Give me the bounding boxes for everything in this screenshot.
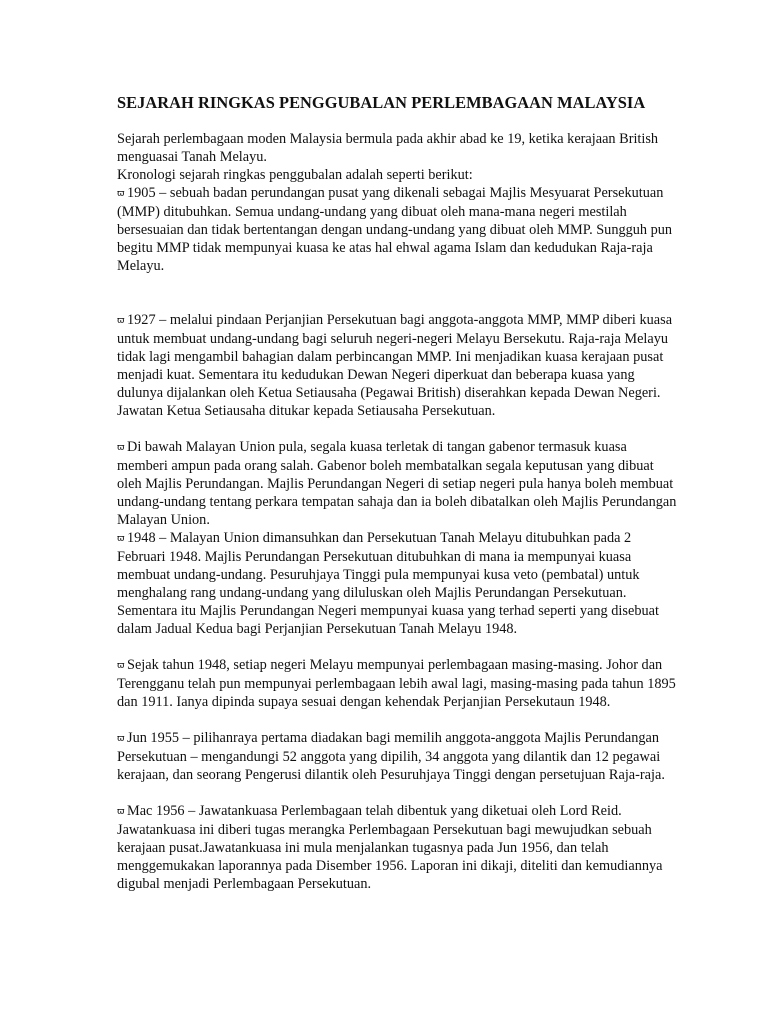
bullet-icon: ϖ — [117, 807, 125, 817]
entry-1905: ϖ 1905 – sebuah badan perundangan pusat yang dikenali sebagai Majlis Mesyuarat Persekutuan (MMP) ditubuhkan. Semua undang-undang yang dibuat oleh mana-mana negeri mestilah bersesuaian dan tidak bertentangan dengan undang-undang yang dibuat oleh MMP. Sungguh pun begitu MMP tidak mempunyai kuasa ke atas hal ehwal agama Islam dan kedudukan Raja-raja Melayu. — [117, 185, 673, 274]
intro-paragraph: Sejarah perlembagaan moden Malaysia bermula pada akhir abad ke 19, ketika kerajaan British menguasai Tanah Melayu. — [117, 131, 659, 165]
chronology-intro: Kronologi sejarah ringkas penggubalan adalah seperti berikut: — [117, 167, 473, 183]
entry-1948: ϖ 1948 – Malayan Union dimansuhkan dan Persekutuan Tanah Melayu ditubuhkan pada 2 Februari 1948. Majlis Perundangan Persekutuan ditubuhkan di mana ia mempunyai kuasa membuat undang-undang. Pesuruhjaya Tinggi pula mempunyai kusa veto (pembatal) untuk menghalang rang undang-undang yang diluluskan oleh Majlis Perundangan Persekutuan. Sementara itu Majlis Perundangan Negeri mempunyai kuasa yang terhad seperti yang disebuat dalam Jadual Kedua bagi Perjanjian Persekutuan Tanah Melayu 1948. — [117, 530, 659, 637]
bullet-icon: ϖ — [117, 734, 125, 744]
entry-mac-1956: ϖ Mac 1956 – Jawatankuasa Perlembagaan telah dibentuk yang diketuai oleh Lord Reid. Jawatankuasa ini diberi tugas merangka Perlembagaan Persekutuan bagi mewujudkan sebuah kerajaan pusat.Jawatankuasa ini mula menjalankan tugasnya pada Jun 1956, dan telah menggemukakan laporannya pada Disember 1956. Laporan ini dikaji, diteliti dan kemudiannya digubal menjadi Perlembagaan Persekutuan. — [117, 803, 663, 892]
bullet-icon: ϖ — [117, 661, 125, 671]
document-title: SEJARAH RINGKAS PENGGUBALAN PERLEMBAGAAN MALAYSIA — [117, 93, 646, 112]
entry-malayan-union: ϖ Di bawah Malayan Union pula, segala kuasa terletak di tangan gabenor termasuk kuasa memberi ampun pada orang salah. Gabenor boleh membatalkan segala keputusan yang dibuat oleh Majlis Perundangan. Majlis Perundangan Negeri di setiap negeri pula hanya boleh membuat undang-undang tentang perkara tempatan sahaja dan ia boleh dibatalkan oleh Majlis Perundangan Malayan Union. — [117, 439, 677, 528]
document-page — [117, 93, 677, 893]
bullet-icon: ϖ — [117, 316, 125, 326]
bullet-icon: ϖ — [117, 443, 125, 453]
bullet-icon: ϖ — [117, 189, 125, 199]
entry-sejak-1948: ϖ Sejak tahun 1948, setiap negeri Melayu mempunyai perlembagaan masing-masing. Johor dan Terengganu telah pun mempunyai perlembagaan lebih awal lagi, masing-masing pada tahun 1895 dan 1911. Ianya dipinda supaya sesuai dengan kehendak Perjanjian Persekutaun 1948. — [117, 657, 676, 710]
entry-1927: ϖ 1927 – melalui pindaan Perjanjian Persekutuan bagi anggota-anggota MMP, MMP diberi kuasa untuk membuat undang-undang bagi seluruh negeri-negeri Melayu Bersekutu. Raja-raja Melayu tidak lagi mengambil bahagian dalam perbincangan MMP. Ini menjadikan kuasa kerajaan pusat menjadi kuat. Sementara itu kedudukan Dewan Negeri diperkuat dan beberapa kuasa yang dulunya dijalankan oleh Ketua Setiausaha (Pegawai British) diserahkan kepada Dewan Negeri. Jawatan Ketua Setiausaha ditukar kepada Setiausaha Persekutuan. — [117, 312, 673, 419]
entry-jun-1955: ϖ Jun 1955 – pilihanraya pertama diadakan bagi memilih anggota-anggota Majlis Perundangan Persekutuan – mengandungi 52 anggota yang dipilih, 34 anggota yang dilantik dan 12 pegawai kerajaan, dan seorang Pengerusi dilantik oleh Pesuruhjaya Tinggi dengan persetujuan Raja-raja. — [117, 730, 665, 783]
bullet-icon: ϖ — [117, 534, 125, 544]
